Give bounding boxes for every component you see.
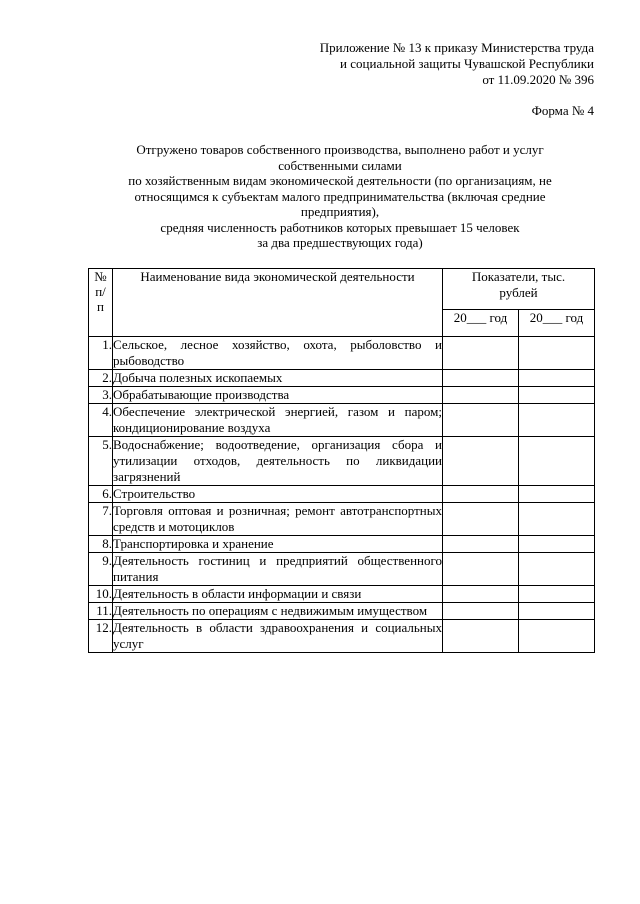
column-header-indicators: Показатели, тыс. рублей xyxy=(443,269,595,310)
value-cell-year-1[interactable] xyxy=(443,586,519,603)
title-line: относящимся к субъектам малого предпринимательства (включая средние xyxy=(134,188,546,204)
table-row xyxy=(89,404,595,437)
row-number: 1. xyxy=(89,337,113,370)
row-number: 9. xyxy=(89,553,113,586)
value-cell-year-1[interactable] xyxy=(443,503,519,536)
column-header-year-2: 20___ год xyxy=(519,310,595,337)
value-cell-year-1[interactable] xyxy=(443,337,519,370)
value-cell-year-1[interactable] xyxy=(443,437,519,486)
table-row xyxy=(89,337,595,370)
column-header-activity: Наименование вида экономической деятельности xyxy=(113,269,443,337)
activity-name: Торговля оптовая и розничная; ремонт автотранспортных средств и мотоциклов xyxy=(113,503,442,534)
value-cell-year-2[interactable] xyxy=(519,437,595,486)
value-cell-year-1[interactable] xyxy=(443,603,519,620)
table-row xyxy=(89,387,595,404)
row-number: 5. xyxy=(89,437,113,486)
table-row xyxy=(89,620,595,653)
value-cell-year-1[interactable] xyxy=(443,486,519,503)
activity-name: Деятельность в области информации и связи xyxy=(113,586,443,603)
value-cell-year-2[interactable] xyxy=(519,503,595,536)
title-line: Отгружено товаров собственного производства, выполнено работ и услуг xyxy=(136,142,544,157)
appendix-line: Приложение № 13 к приказу Министерства труда xyxy=(319,40,594,55)
appendix-line: от 11.09.2020 № 396 xyxy=(482,72,594,87)
activity-table xyxy=(88,268,595,653)
value-cell-year-2[interactable] xyxy=(519,387,595,404)
activity-name: Деятельность по операциям с недвижимым имуществом xyxy=(113,603,443,620)
form-number: Форма № 4 xyxy=(531,103,594,118)
title-line: собственными силами xyxy=(278,157,402,173)
row-number: 4. xyxy=(89,404,113,437)
row-number: 3. xyxy=(89,387,113,404)
value-cell-year-1[interactable] xyxy=(443,387,519,404)
table-row xyxy=(89,553,595,586)
value-cell-year-2[interactable] xyxy=(519,486,595,503)
activity-name: Добыча полезных ископаемых xyxy=(113,370,443,387)
row-number: 6. xyxy=(89,486,113,503)
activity-name: Водоснабжение; водоотведение, организация сбора и утилизации отходов, деятельность по ликвидации загрязнений xyxy=(113,437,442,484)
row-number: 8. xyxy=(89,536,113,553)
activity-name: Обрабатывающие производства xyxy=(113,387,443,404)
table-row xyxy=(89,536,595,553)
value-cell-year-2[interactable] xyxy=(519,620,595,653)
value-cell-year-2[interactable] xyxy=(519,603,595,620)
row-number: 12. xyxy=(89,620,113,653)
value-cell-year-1[interactable] xyxy=(443,404,519,437)
appendix-reference xyxy=(320,40,594,88)
value-cell-year-1[interactable] xyxy=(443,553,519,586)
activity-name: Транспортировка и хранение xyxy=(113,536,443,553)
row-number: 2. xyxy=(89,370,113,387)
activity-name: Обеспечение электрической энергией, газом и паром; кондиционирование воздуха xyxy=(113,404,442,435)
value-cell-year-2[interactable] xyxy=(519,370,595,387)
column-header-year-1: 20___ год xyxy=(443,310,519,337)
value-cell-year-2[interactable] xyxy=(519,553,595,586)
value-cell-year-2[interactable] xyxy=(519,337,595,370)
value-cell-year-1[interactable] xyxy=(443,536,519,553)
appendix-line: и социальной защиты Чувашской Республики xyxy=(340,56,594,71)
title-line: средняя численность работников которых превышает 15 человек xyxy=(160,219,520,235)
row-number: 11. xyxy=(89,603,113,620)
table-row xyxy=(89,437,595,486)
value-cell-year-2[interactable] xyxy=(519,404,595,437)
activity-name: Сельское, лесное хозяйство, охота, рыболовство и рыбоводство xyxy=(113,337,442,368)
value-cell-year-2[interactable] xyxy=(519,586,595,603)
table-row xyxy=(89,486,595,503)
table-row xyxy=(89,503,595,536)
table-row xyxy=(89,586,595,603)
title-line: по хозяйственным видам экономической деятельности (по организациям, не xyxy=(128,173,552,188)
title-line: предприятия), xyxy=(300,204,380,219)
value-cell-year-1[interactable] xyxy=(443,370,519,387)
document-title xyxy=(88,142,592,251)
row-number: 10. xyxy=(89,586,113,603)
column-header-number: № п/ п xyxy=(89,269,113,337)
value-cell-year-2[interactable] xyxy=(519,536,595,553)
activity-name: Строительство xyxy=(113,486,443,503)
activity-name: Деятельность в области здравоохранения и социальных услуг xyxy=(113,620,442,651)
title-line: за два предшествующих года) xyxy=(257,235,423,250)
value-cell-year-1[interactable] xyxy=(443,620,519,653)
activity-name: Деятельность гостиниц и предприятий общественного питания xyxy=(113,553,442,584)
table-row xyxy=(89,603,595,620)
table-row xyxy=(89,370,595,387)
row-number: 7. xyxy=(89,503,113,536)
